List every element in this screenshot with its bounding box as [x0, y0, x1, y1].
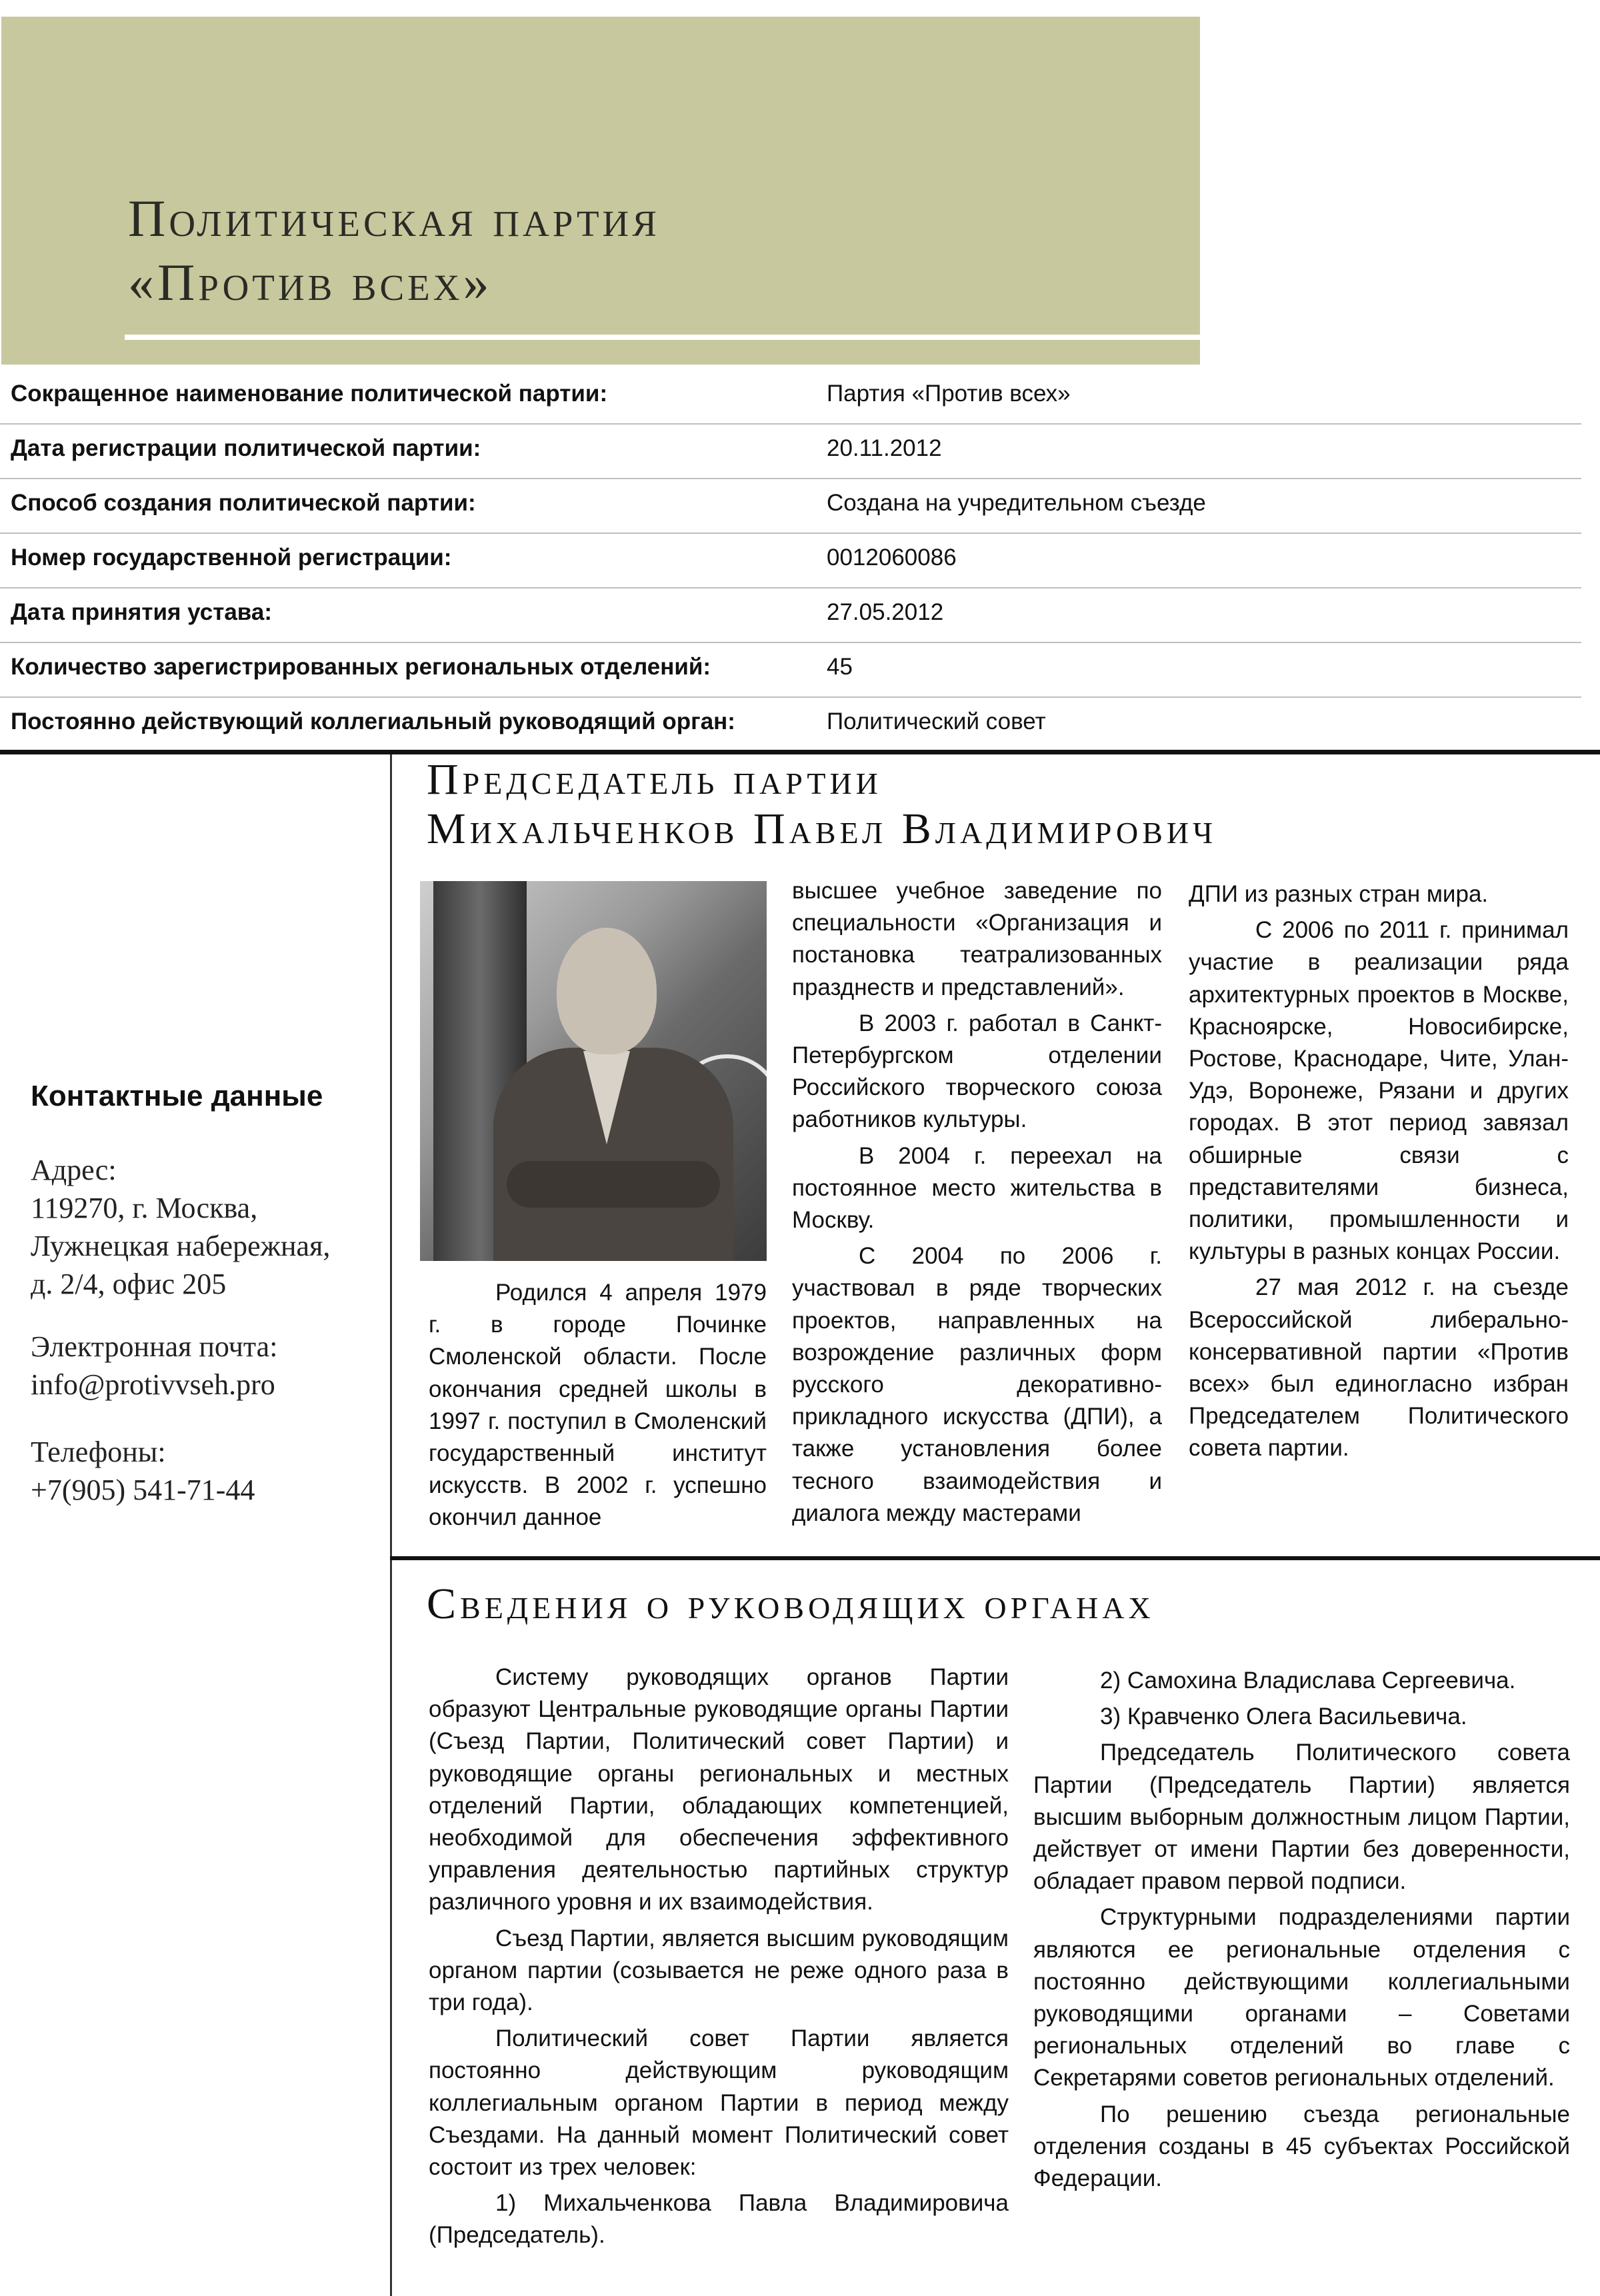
phone-number[interactable]: +7(905) 541-71-44 [31, 1474, 255, 1506]
info-label: Сокращенное наименование политической партии: [11, 381, 608, 407]
info-value: 27.05.2012 [827, 599, 944, 625]
header-band [1, 17, 1200, 365]
contacts-sidebar [0, 754, 392, 2296]
contact-email [31, 1328, 277, 1404]
governance-paragraph: Политический совет Партии является постоянно действующим руководящим коллегиальным органом Партии в период между Съездами. На данный момент Политический совет состоит из трех человек: [429, 2025, 1009, 2181]
info-label: Дата принятия устава: [11, 599, 272, 625]
address-line: д. 2/4, офис 205 [31, 1268, 227, 1300]
bio-paragraph: С 2004 по 2006 г. участвовал в ряде творческих проектов, направленных на возрождение различных форм русского декоративно-прикладного искусства (ДПИ), а также установления более тесного взаимодействия и диалога между мастерами [792, 1243, 1162, 1526]
contact-phones [31, 1433, 255, 1509]
header-rule [125, 335, 1201, 340]
governance-paragraph: Съезд Партии, является высшим руководящим органом партии (созывается не реже одного раза в три года). [429, 1925, 1009, 2016]
phones-label: Телефоны: [31, 1436, 166, 1468]
chairman-bio-col3 [1189, 878, 1569, 1465]
bio-paragraph: 27 мая 2012 г. на съезде Всероссийской либерально-консервативной партии «Против всех» был единогласно избран Председателем Политического совета партии. [1189, 1274, 1569, 1462]
section-divider [390, 1556, 1600, 1560]
info-row [0, 479, 1581, 534]
chairman-section-title [427, 755, 1217, 854]
governance-paragraph: Председатель Политического совета Партии (Председатель Партии) является высшим выборным должностным лицом Партии, действует от имени Партии без доверенности, обладает правом первой подписи. [1033, 1739, 1570, 1895]
section-divider [0, 750, 1600, 754]
info-value: 45 [827, 654, 853, 680]
info-value: Создана на учредительном съезде [827, 490, 1206, 516]
bio-paragraph: С 2006 по 2011 г. принимал участие в реализации ряда архитектурных проектов в Москве, Красноярске, Новосибирске, Ростове, Краснодаре, Чите, Улан-Удэ, Воронеже, Рязани и других городах. В этот период завязал обширные связи с представителями бизнеса, политики, промышленности и культуры в разных концах России. [1189, 917, 1569, 1265]
info-value: Партия «Против всех» [827, 381, 1071, 407]
chairman-bio-col2 [792, 875, 1162, 1530]
info-row [0, 698, 1581, 751]
page-title [128, 187, 660, 315]
governance-paragraph: Структурными подразделениями партии являются ее региональные отделения с постоянно действующими коллегиальными руководящими органами – Советами региональных отделений во главе с Секретарями советов региональных отделений. [1033, 1904, 1570, 2091]
info-label: Количество зарегистрированных региональных отделений: [11, 654, 711, 680]
address-line: 119270, г. Москва, [31, 1192, 258, 1224]
governance-paragraph: Систему руководящих органов Партии образуют Центральные руководящие органы Партии (Съезд Партии, Политический совет Партии) и руководящие органы региональных и местных отделений Партии, обладающих компетенцией, необходимой для обеспечения эффективного управления деятельностью партийных структур различного уровня и их взаимодействия. [429, 1664, 1009, 1915]
governance-paragraph: 1) Михальченкова Павла Владимировича (Председатель). [429, 2190, 1009, 2249]
bio-paragraph: В 2003 г. работал в Санкт-Петербургском отделении Российского творческого союза работников культуры. [792, 1010, 1162, 1133]
bio-paragraph: Родился 4 апреля 1979 г. в городе Починке Смоленской области. После окончания средней школы в 1997 г. поступил в Смоленский государственный институт искусств. В 2002 г. успешно окончил данное [429, 1280, 767, 1531]
governance-section-title: Сведения о руководящих органах [427, 1580, 1155, 1628]
email-label: Электронная почта: [31, 1330, 278, 1363]
info-label: Дата регистрации политической партии: [11, 435, 481, 461]
chairman-title-line2: Михальченков Павел Владимирович [427, 804, 1217, 853]
page-title-line1: Политическая партия [128, 189, 660, 247]
chairman-title-line1: Председатель партии [427, 755, 882, 804]
info-label: Номер государственной регистрации: [11, 545, 452, 571]
info-value: 0012060086 [827, 545, 957, 571]
chairman-photo [420, 881, 767, 1261]
bio-paragraph: ДПИ из разных стран мира. [1189, 881, 1489, 907]
bio-paragraph: высшее учебное заведение по специальности «Организация и постановка театрализованных празднеств и представлений». [792, 878, 1162, 1000]
chairman-bio-col1 [429, 1277, 767, 1534]
contacts-title: Контактные данные [31, 1080, 323, 1112]
bio-paragraph: В 2004 г. переехал на постоянное место жительства в Москву. [792, 1142, 1162, 1234]
party-info-table [0, 370, 1581, 751]
info-row [0, 370, 1581, 425]
info-value: Политический совет [827, 708, 1046, 734]
info-row [0, 534, 1581, 588]
email-link[interactable]: info@protivvseh.pro [31, 1368, 275, 1401]
governance-paragraph: 3) Кравченко Олега Васильевича. [1100, 1704, 1467, 1730]
info-row [0, 643, 1581, 698]
governance-paragraph: 2) Самохина Владислава Сергеевича. [1100, 1668, 1516, 1694]
address-line: Лужнецкая набережная, [31, 1230, 331, 1262]
info-label: Постоянно действующий коллегиальный руководящий орган: [11, 708, 735, 734]
info-label: Способ создания политической партии: [11, 490, 476, 516]
address-label: Адрес: [31, 1154, 117, 1186]
governance-col2 [1033, 1665, 1570, 2195]
governance-paragraph: По решению съезда региональные отделения созданы в 45 субъектах Российской Федерации. [1033, 2101, 1570, 2192]
info-value: 20.11.2012 [827, 435, 942, 461]
governance-col1 [429, 1662, 1009, 2252]
contact-address [31, 1151, 330, 1303]
info-row [0, 588, 1581, 643]
info-row [0, 425, 1581, 479]
page-title-line2: «Против всех» [128, 253, 493, 311]
